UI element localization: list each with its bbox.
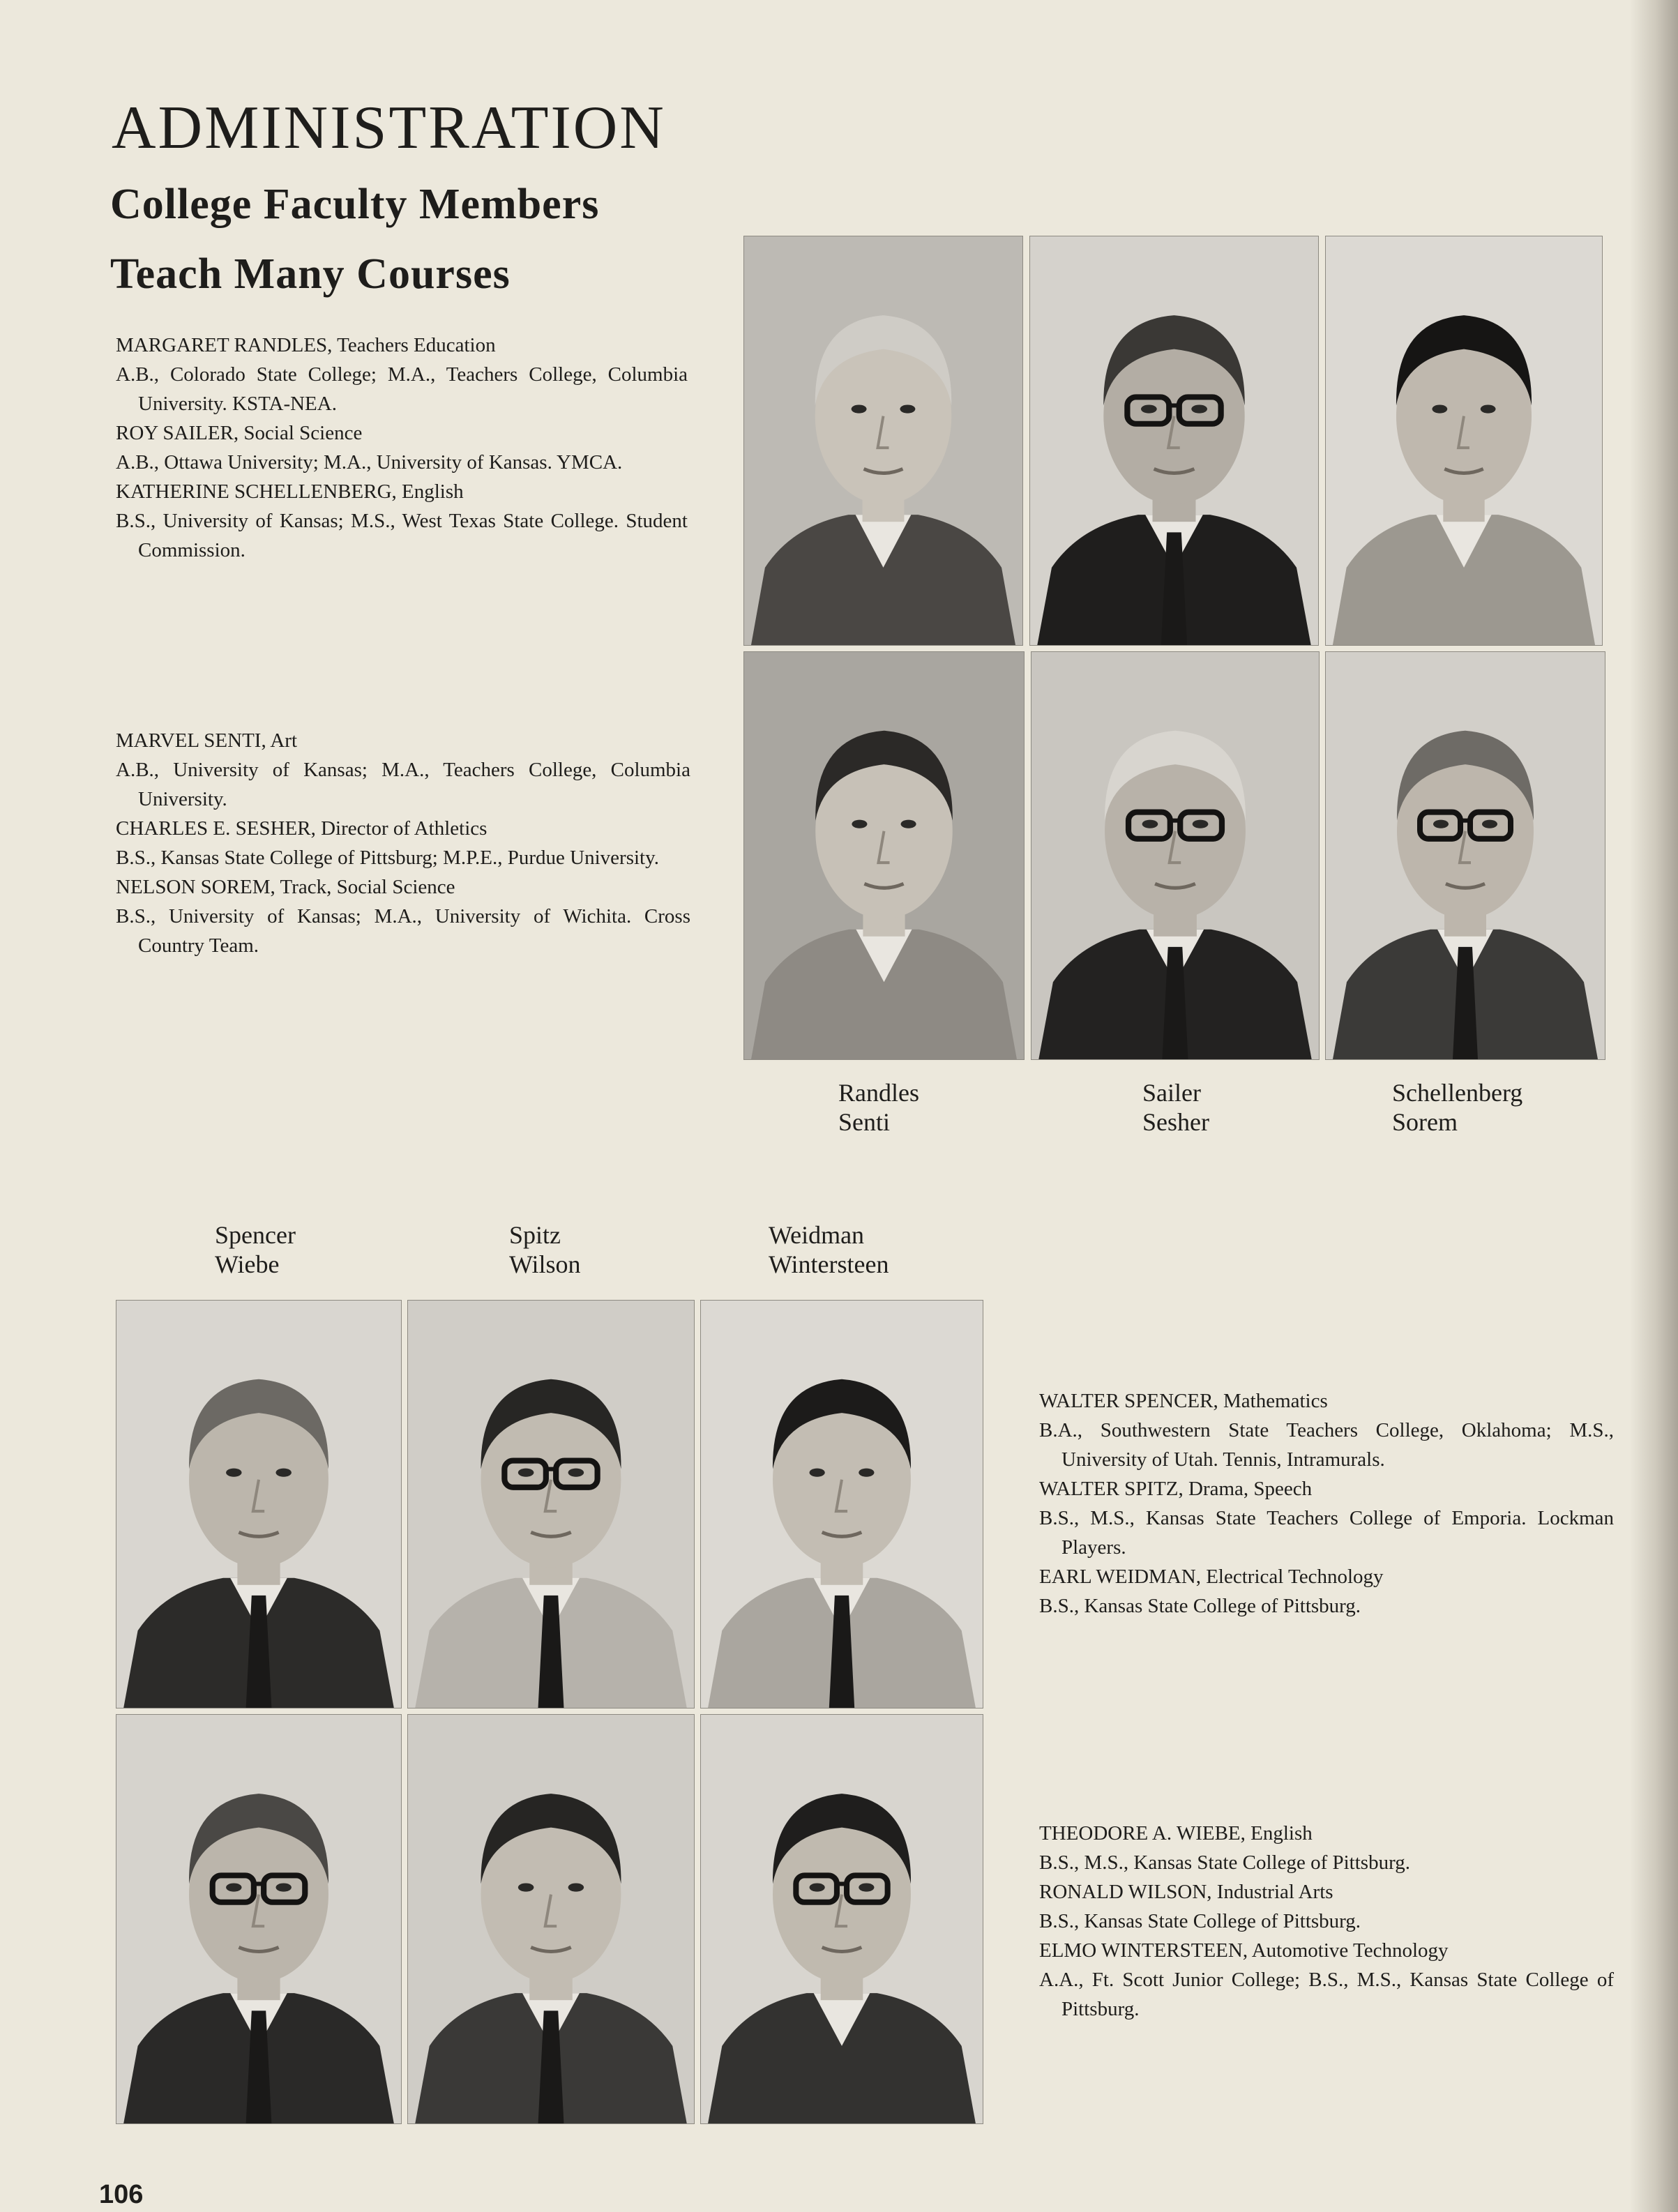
- bio-details: B.S., M.S., Kansas State Teachers College of Emporia. Lockman Players.: [1039, 1507, 1614, 1559]
- bio-details: B.S., Kansas State College of Pittsburg.: [1039, 1595, 1361, 1617]
- bio-group-right-top: [1039, 1386, 1614, 1621]
- portrait-photo: [407, 1714, 695, 2124]
- portrait-photo: [743, 236, 1023, 646]
- bio-name: WALTER SPITZ, Drama, Speech: [1039, 1478, 1313, 1500]
- caption-line: Spitz: [509, 1221, 561, 1249]
- portrait-wintersteen: [701, 1715, 983, 2123]
- bio-entry: [1039, 1562, 1614, 1621]
- bio-name: MARVEL SENTI, Art: [116, 729, 298, 752]
- caption-line: Spencer: [215, 1221, 296, 1249]
- bio-entry: [1039, 1386, 1614, 1474]
- bio-details: A.A., Ft. Scott Junior College; B.S., M.S., Kansas State College of Pittsburg.: [1039, 1969, 1614, 2020]
- bio-name: CHARLES E. SESHER, Director of Athletics: [116, 817, 487, 840]
- portrait-spitz: [408, 1301, 694, 1708]
- bio-group-right-bottom: [1039, 1819, 1614, 2024]
- portrait-weidman: [701, 1301, 983, 1708]
- portrait-photo: [116, 1714, 402, 2124]
- caption-line: Wintersteen: [769, 1250, 889, 1278]
- photo-caption: [769, 1220, 889, 1279]
- photo-caption: [215, 1220, 296, 1279]
- photo-caption: [509, 1220, 581, 1279]
- photo-caption: [1392, 1078, 1522, 1137]
- bio-entry: [1039, 1474, 1614, 1562]
- portrait-sesher: [1031, 652, 1319, 1059]
- caption-line: Schellenberg: [1392, 1079, 1523, 1107]
- bio-details: B.S., Kansas State College of Pittsburg.: [1039, 1910, 1361, 1932]
- bio-details: A.B., University of Kansas; M.A., Teachers College, Columbia University.: [116, 759, 690, 810]
- bio-entry: [116, 331, 688, 418]
- book-spine-shadow: [1629, 0, 1678, 2212]
- bio-details: B.S., M.S., Kansas State College of Pittsburg.: [1039, 1851, 1410, 1874]
- portrait-schellenberg: [1326, 236, 1602, 645]
- bio-group-top-left: [116, 331, 688, 565]
- bio-entry: [1039, 1877, 1614, 1936]
- bio-details: A.B., Ottawa University; M.A., University of Kansas. YMCA.: [116, 451, 623, 474]
- bio-name: NELSON SOREM, Track, Social Science: [116, 876, 455, 898]
- bio-name: ROY SAILER, Social Science: [116, 422, 363, 444]
- portrait-photo: [700, 1300, 983, 1709]
- photo-caption: [1142, 1078, 1209, 1137]
- caption-line: Sorem: [1392, 1108, 1458, 1136]
- portrait-wiebe: [116, 1715, 401, 2123]
- bio-group-middle-left: [116, 726, 690, 960]
- page-subtitle-line-1: College Faculty Members: [110, 181, 600, 228]
- page-subtitle-line-2: Teach Many Courses: [110, 250, 511, 298]
- bio-entry: [116, 418, 688, 477]
- bio-entry: [1039, 1819, 1614, 1877]
- portrait-photo: [700, 1714, 983, 2124]
- photo-caption: [838, 1078, 919, 1137]
- page-title: ADMINISTRATION: [112, 94, 666, 162]
- bio-details: B.S., Kansas State College of Pittsburg; M.P.E., Purdue University.: [116, 847, 659, 869]
- bio-name: RONALD WILSON, Industrial Arts: [1039, 1881, 1333, 1903]
- portrait-photo: [1325, 236, 1603, 646]
- bio-name: MARGARET RANDLES, Teachers Education: [116, 334, 496, 356]
- caption-line: Sailer: [1142, 1079, 1201, 1107]
- portrait-wilson: [408, 1715, 694, 2123]
- bio-details: B.S., University of Kansas; M.A., University of Wichita. Cross Country Team.: [116, 905, 690, 957]
- bio-name: WALTER SPENCER, Mathematics: [1039, 1390, 1328, 1412]
- page-number: 106: [99, 2180, 144, 2209]
- bio-details: B.S., University of Kansas; M.S., West Texas State College. Student Commission.: [116, 510, 688, 561]
- caption-line: Weidman: [769, 1221, 865, 1249]
- bio-name: KATHERINE SCHELLENBERG, English: [116, 480, 464, 503]
- bio-name: THEODORE A. WIEBE, English: [1039, 1822, 1313, 1844]
- bio-name: ELMO WINTERSTEEN, Automotive Technology: [1039, 1939, 1449, 1962]
- caption-line: Randles: [838, 1079, 919, 1107]
- caption-line: Wilson: [509, 1250, 581, 1278]
- bio-entry: [116, 726, 690, 814]
- caption-line: Wiebe: [215, 1250, 280, 1278]
- bio-entry: [116, 814, 690, 872]
- portrait-senti: [744, 652, 1024, 1059]
- portrait-photo: [1029, 236, 1319, 646]
- bio-details: A.B., Colorado State College; M.A., Teachers College, Columbia University. KSTA-NEA.: [116, 363, 688, 415]
- portrait-sorem: [1326, 652, 1605, 1059]
- portrait-sailer: [1030, 236, 1318, 645]
- portrait-randles: [744, 236, 1022, 645]
- bio-entry: [1039, 1936, 1614, 2024]
- portrait-spencer: [116, 1301, 401, 1708]
- caption-line: Senti: [838, 1108, 891, 1136]
- bio-name: EARL WEIDMAN, Electrical Technology: [1039, 1566, 1384, 1588]
- portrait-photo: [1325, 651, 1605, 1060]
- portrait-photo: [116, 1300, 402, 1709]
- portrait-photo: [407, 1300, 695, 1709]
- caption-line: Sesher: [1142, 1108, 1209, 1136]
- bio-details: B.A., Southwestern State Teachers College, Oklahoma; M.S., University of Utah. Tennis, Intramurals.: [1039, 1419, 1614, 1471]
- portrait-photo: [743, 651, 1025, 1060]
- bio-entry: [116, 477, 688, 565]
- portrait-photo: [1031, 651, 1320, 1060]
- bio-entry: [116, 872, 690, 960]
